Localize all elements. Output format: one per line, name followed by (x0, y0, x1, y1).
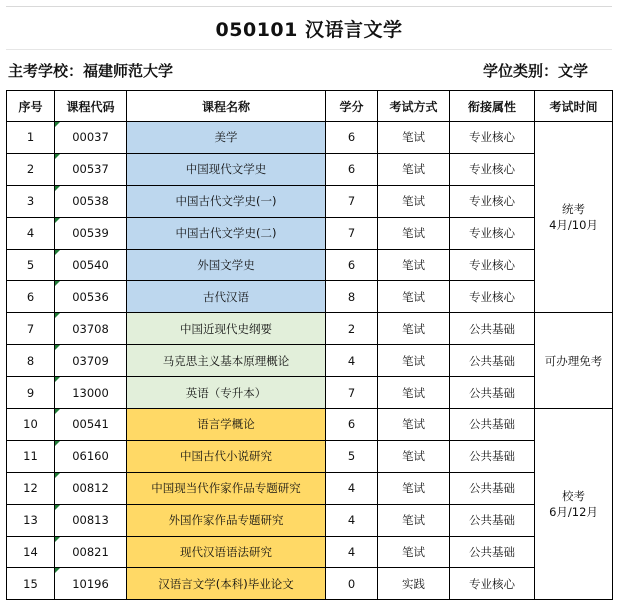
row-course-name: 中国近现代史纲要 (127, 313, 326, 345)
row-attr: 专业核心 (450, 281, 535, 313)
row-no: 13 (7, 504, 55, 536)
row-credit: 2 (326, 313, 378, 345)
row-credit: 5 (326, 440, 378, 472)
row-course-name: 马克思主义基本原理概论 (127, 345, 326, 377)
degree-label: 学位类别：文学 (482, 61, 588, 80)
row-mode: 笔试 (378, 345, 450, 377)
row-no: 5 (7, 249, 55, 281)
table-row (7, 568, 613, 600)
table-row (7, 217, 613, 249)
row-mode: 笔试 (378, 281, 450, 313)
row-no: 15 (7, 568, 55, 600)
row-course-name: 中国古代文学史(二) (127, 217, 326, 249)
table-row (7, 313, 613, 345)
table-row (7, 536, 613, 568)
row-code: 00539 (55, 217, 127, 249)
row-credit: 8 (326, 281, 378, 313)
table-row (7, 122, 613, 154)
row-attr: 专业核心 (450, 122, 535, 154)
row-no: 11 (7, 440, 55, 472)
row-code: 00537 (55, 153, 127, 185)
row-code: 00541 (55, 409, 127, 441)
row-attr: 公共基础 (450, 440, 535, 472)
school-label: 主考学校：福建师范大学 (8, 61, 174, 80)
row-no: 6 (7, 281, 55, 313)
row-attr: 公共基础 (450, 409, 535, 441)
row-course-name: 语言学概论 (127, 409, 326, 441)
table-row (7, 440, 613, 472)
row-attr: 公共基础 (450, 345, 535, 377)
row-attr: 公共基础 (450, 377, 535, 409)
row-credit: 6 (326, 409, 378, 441)
exam-time-group1-type: 统考 (562, 202, 585, 217)
row-attr: 专业核心 (450, 217, 535, 249)
row-code: 13000 (55, 377, 127, 409)
row-no: 10 (7, 409, 55, 441)
row-mode: 笔试 (378, 122, 450, 154)
row-code: 00540 (55, 249, 127, 281)
row-mode: 笔试 (378, 409, 450, 441)
row-no: 7 (7, 313, 55, 345)
row-no: 1 (7, 122, 55, 154)
table-row (7, 185, 613, 217)
row-no: 9 (7, 377, 55, 409)
row-credit: 6 (326, 122, 378, 154)
row-code: 03708 (55, 313, 127, 345)
row-course-name: 美学 (127, 122, 326, 154)
row-course-name: 古代汉语 (127, 281, 326, 313)
header-no: 序号 (7, 91, 55, 122)
row-attr: 公共基础 (450, 313, 535, 345)
row-course-name: 汉语言文学(本科)毕业论文 (127, 568, 326, 600)
row-attr: 公共基础 (450, 504, 535, 536)
table-row (7, 249, 613, 281)
row-mode: 笔试 (378, 153, 450, 185)
row-attr: 专业核心 (450, 185, 535, 217)
row-credit: 6 (326, 249, 378, 281)
table-row (7, 345, 613, 377)
row-course-name: 中国现代文学史 (127, 153, 326, 185)
row-credit: 4 (326, 536, 378, 568)
exam-time-group1 (535, 122, 613, 313)
row-mode: 实践 (378, 568, 450, 600)
page-title: 050101 汉语言文学 (6, 6, 612, 50)
row-no: 12 (7, 472, 55, 504)
row-code: 00821 (55, 536, 127, 568)
row-credit: 6 (326, 153, 378, 185)
row-course-name: 外国作家作品专题研究 (127, 504, 326, 536)
header-time: 考试时间 (535, 91, 613, 122)
row-credit: 7 (326, 377, 378, 409)
row-code: 00813 (55, 504, 127, 536)
row-credit: 0 (326, 568, 378, 600)
row-mode: 笔试 (378, 377, 450, 409)
table-row (7, 409, 613, 441)
table-header-row (7, 91, 613, 122)
row-no: 3 (7, 185, 55, 217)
header-code: 课程代码 (55, 91, 127, 122)
row-mode: 笔试 (378, 217, 450, 249)
row-no: 14 (7, 536, 55, 568)
row-no: 8 (7, 345, 55, 377)
table-row (7, 377, 613, 409)
row-credit: 7 (326, 217, 378, 249)
row-no: 4 (7, 217, 55, 249)
row-attr: 专业核心 (450, 249, 535, 281)
row-credit: 4 (326, 472, 378, 504)
row-code: 03709 (55, 345, 127, 377)
exam-time-group2: 可办理免考 (535, 313, 613, 409)
header-mode: 考试方式 (378, 91, 450, 122)
row-code: 00812 (55, 472, 127, 504)
row-attr: 公共基础 (450, 472, 535, 504)
row-course-name: 英语（专升本） (127, 377, 326, 409)
row-attr: 专业核心 (450, 153, 535, 185)
row-mode: 笔试 (378, 472, 450, 504)
row-credit: 4 (326, 345, 378, 377)
row-credit: 7 (326, 185, 378, 217)
row-course-name: 中国古代文学史(一) (127, 185, 326, 217)
course-table (6, 90, 613, 600)
exam-time-group3 (535, 409, 613, 600)
row-code: 00538 (55, 185, 127, 217)
table-row (7, 153, 613, 185)
row-mode: 笔试 (378, 249, 450, 281)
row-mode: 笔试 (378, 536, 450, 568)
row-course-name: 中国古代小说研究 (127, 440, 326, 472)
row-code: 00536 (55, 281, 127, 313)
exam-time-group1-months: 4月/10月 (549, 218, 598, 233)
header-attr: 衔接属性 (450, 91, 535, 122)
document (6, 6, 612, 600)
row-course-name: 外国文学史 (127, 249, 326, 281)
header-credit: 学分 (326, 91, 378, 122)
row-mode: 笔试 (378, 504, 450, 536)
row-code: 00037 (55, 122, 127, 154)
row-course-name: 中国现当代作家作品专题研究 (127, 472, 326, 504)
table-row (7, 504, 613, 536)
exam-time-group3-type: 校考 (562, 489, 585, 504)
subheader (6, 50, 612, 90)
table-body (7, 122, 613, 600)
row-credit: 4 (326, 504, 378, 536)
row-attr: 专业核心 (450, 568, 535, 600)
row-attr: 公共基础 (450, 536, 535, 568)
exam-time-group3-months: 6月/12月 (549, 505, 598, 520)
row-course-name: 现代汉语语法研究 (127, 536, 326, 568)
row-no: 2 (7, 153, 55, 185)
table-row (7, 472, 613, 504)
table-row (7, 281, 613, 313)
row-mode: 笔试 (378, 185, 450, 217)
row-code: 10196 (55, 568, 127, 600)
row-mode: 笔试 (378, 313, 450, 345)
header-name: 课程名称 (127, 91, 326, 122)
row-mode: 笔试 (378, 440, 450, 472)
row-code: 06160 (55, 440, 127, 472)
